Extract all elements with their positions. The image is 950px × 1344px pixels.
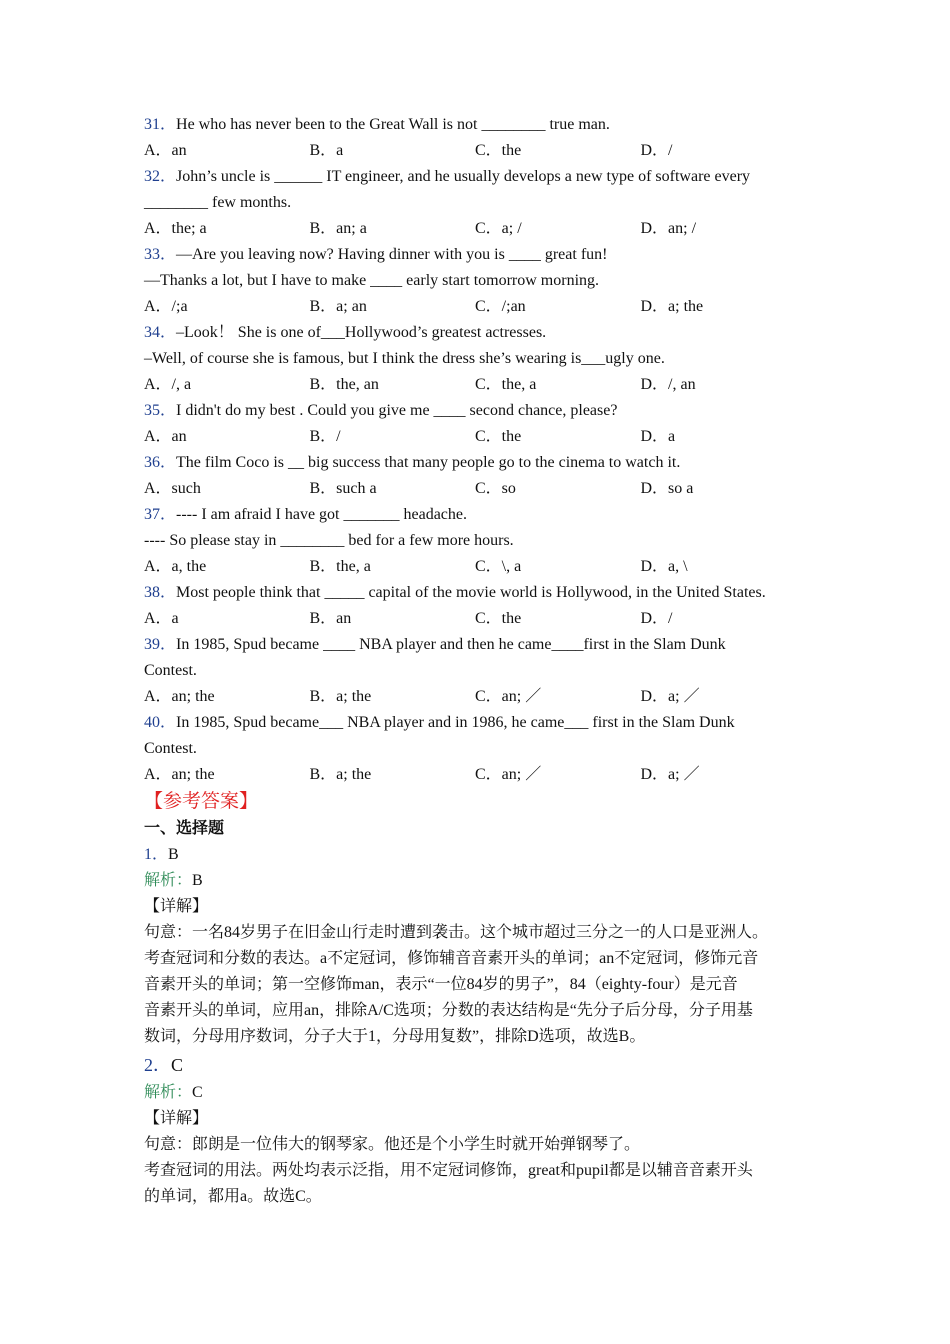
option-a: A．a, the [144,558,207,575]
question-number: 34． [144,324,177,341]
option-a: A．a [144,610,179,627]
option-c: C．an; ／ [475,688,542,705]
detail-line: 考查冠词的用法。两处均表示泛指，用不定冠词修饰，great和pupil都是以辅音音素开头 [144,1162,753,1179]
option-d: D．/, an [640,376,696,393]
answer-number: 1． [144,846,169,863]
jiexi-line [144,1080,814,1106]
options-row [144,294,814,320]
question-31 [144,112,814,164]
question-text: 38．Most people think that _____ capital of the movie world is Hollywood, in the United States. [144,584,766,601]
reference-answer-heading: 【参考答案】 [144,791,259,812]
option-c: C．the, a [475,376,537,393]
jiexi-value: C [192,1084,203,1101]
question-text: 40．In 1985, Spud became___ NBA player and in 1986, he came___ first in the Slam Dunk [144,714,735,731]
question-text-continued: ________ few months. [144,194,292,211]
question-33 [144,242,814,320]
option-a: A．/, a [144,376,192,393]
option-a: A．an [144,142,187,159]
answer-line [144,1050,814,1080]
detail-line: 的单词，都用a。故选C。 [144,1188,322,1205]
option-d: D．a; the [640,298,704,315]
option-b: B．a; the [309,688,372,705]
answer-1 [144,842,814,1050]
question-number: 35． [144,402,177,419]
option-c: C．the [475,142,522,159]
question-text: 31．He who has never been to the Great Wall is not ________ true man. [144,116,610,133]
question-number: 38． [144,584,177,601]
option-c: C．so [475,480,516,497]
option-d: D．a, \ [640,558,688,575]
question-34 [144,320,814,398]
jiexi-label: 解析： [144,872,193,889]
detail-line: 句意：郎朗是一位伟大的钢琴家。他还是个小学生时就开始弹钢琴了。 [144,1136,641,1153]
question-number: 36． [144,454,177,471]
options-row [144,606,814,632]
option-d: D．a; ／ [640,766,700,783]
options-row [144,762,814,788]
question-text: 36．The film Coco is __ big success that many people go to the cinema to watch it. [144,454,681,471]
question-text: 33．—Are you leaving now? Having dinner with you is ____ great fun! [144,246,608,263]
question-text: 39．In 1985, Spud became ____ NBA player and then he came____first in the Slam Dunk [144,636,726,653]
answer-2 [144,1050,814,1210]
option-b: B．an; a [309,220,367,237]
option-b: B．the, an [309,376,379,393]
options-row [144,372,814,398]
option-c: C．the [475,428,522,445]
document-page [144,112,814,1210]
option-d: D．/ [640,610,673,627]
option-c: C．the [475,610,522,627]
options-row [144,684,814,710]
options-row [144,138,814,164]
option-c: C．/;an [475,298,526,315]
question-38 [144,580,814,632]
question-number: 39． [144,636,177,653]
answer-line [144,842,814,868]
option-b: B．the, a [309,558,371,575]
question-number: 31． [144,116,177,133]
answer-value: C [171,1055,184,1075]
option-d: D．so a [640,480,694,497]
option-c: C．an; ／ [475,766,542,783]
question-text-continued: –Well, of course she is famous, but I think the dress she’s wearing is___ugly one. [144,350,665,367]
options-row [144,476,814,502]
answer-value: B [168,846,179,863]
question-text-continued: Contest. [144,740,197,757]
question-40 [144,710,814,788]
detail-line: 数词，分母用序数词，分子大于1，分母用复数”，排除D选项，故选B。 [144,1028,646,1045]
question-text: 34．–Look！ She is one of___Hollywood’s greatest actresses. [144,324,547,341]
detail-line: 音素开头的单词；第一空修饰man，表示“一位84岁的男子”，84（eighty-four）是元音 [144,976,738,993]
jiexi-value: B [192,872,203,889]
option-d: D．/ [640,142,673,159]
option-b: B．an [309,610,352,627]
option-c: C．\, a [475,558,522,575]
detail-label: 【详解】 [144,1110,209,1127]
question-number: 32． [144,168,177,185]
detail-label: 【详解】 [144,898,209,915]
option-c: C．a; / [475,220,522,237]
question-number: 40． [144,714,177,731]
question-36 [144,450,814,502]
option-a: A．the; a [144,220,207,237]
detail-line: 句意：一名84岁男子在旧金山行走时遭到袭击。这个城市超过三分之一的人口是亚洲人。 [144,924,769,941]
question-text: 37．---- I am afraid I have got _______ headache. [144,506,467,523]
detail-line: 考查冠词和分数的表达。a不定冠词，修饰辅音音素开头的单词；an不定冠词，修饰元音 [144,950,759,967]
option-b: B．a; the [309,766,372,783]
question-39 [144,632,814,710]
question-32 [144,164,814,242]
question-text-continued: ---- So please stay in ________ bed for a few more hours. [144,532,514,549]
question-35 [144,398,814,450]
section-heading: 一、选择题 [144,820,225,837]
question-text: 32．John’s uncle is ______ IT engineer, and he usually develops a new type of software every [144,168,751,185]
question-number: 33． [144,246,177,263]
jiexi-label: 解析： [144,1084,193,1101]
options-row [144,216,814,242]
detail-line: 音素开头的单词，应用an，排除A/C选项；分数的表达结构是“先分子后分母，分子用基 [144,1002,753,1019]
question-text: 35．I didn't do my best . Could you give me ____ second chance, please? [144,402,618,419]
option-a: A．an; the [144,688,215,705]
option-b: B．a; an [309,298,367,315]
option-d: D．a; ／ [640,688,700,705]
option-b: B．such a [309,480,377,497]
option-b: B．/ [309,428,341,445]
option-a: A．such [144,480,201,497]
option-b: B．a [309,142,344,159]
jiexi-line [144,868,814,894]
option-a: A．/;a [144,298,188,315]
options-row [144,554,814,580]
option-a: A．an [144,428,187,445]
option-d: D．a [640,428,676,445]
option-d: D．an; / [640,220,697,237]
option-a: A．an; the [144,766,215,783]
options-row [144,424,814,450]
question-number: 37． [144,506,177,523]
answer-number: 2． [144,1055,171,1075]
question-text-continued: —Thanks a lot, but I have to make ____ early start tomorrow morning. [144,272,600,289]
question-37 [144,502,814,580]
question-text-continued: Contest. [144,662,197,679]
